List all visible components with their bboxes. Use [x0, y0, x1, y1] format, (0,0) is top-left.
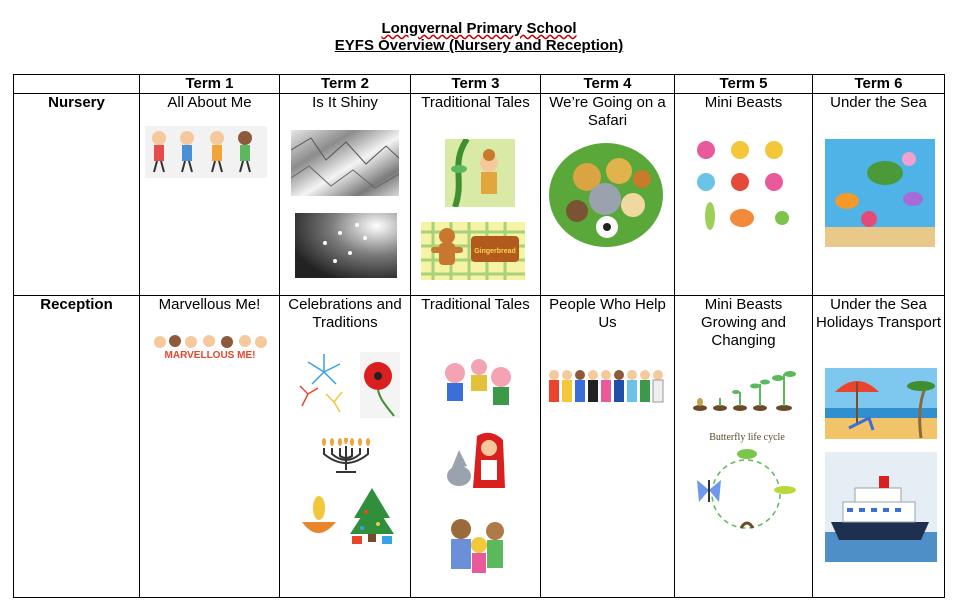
row-label-nursery: Nursery	[14, 94, 140, 296]
topic-label: Mini Beasts Growing and Changing	[700, 296, 787, 349]
cell-nursery-term-4	[541, 94, 675, 296]
nursery-row	[14, 94, 945, 296]
cell-nursery-term-3	[411, 94, 541, 296]
mirror-ball-image	[295, 213, 397, 278]
three-little-pigs-image	[441, 357, 515, 411]
minibeasts-image	[692, 138, 804, 236]
school-title: Longvernal Primary School	[381, 20, 577, 37]
header-term-1: Term 1	[140, 75, 280, 94]
cruise-ship-image	[825, 452, 937, 562]
reception-row	[14, 296, 945, 598]
cell-nursery-term-5	[675, 94, 813, 296]
children-playing-image	[145, 126, 267, 178]
cell-reception-term-4	[541, 296, 675, 598]
topic-label: Traditional Tales	[421, 94, 530, 111]
header-term-5: Term 5	[675, 75, 813, 94]
diya-christmas-tree-image	[296, 486, 396, 546]
menorah-image	[318, 438, 374, 474]
cell-reception-term-2	[280, 296, 411, 598]
butterfly-life-cycle-image	[691, 446, 801, 538]
jack-and-beanstalk-image	[445, 139, 515, 207]
red-riding-hood-image	[443, 430, 509, 496]
overview-subtitle: EYFS Overview (Nursery and Reception)	[334, 37, 624, 54]
plant-growth-image	[692, 368, 800, 412]
marvellous-me-banner	[151, 335, 269, 361]
cell-nursery-term-6	[813, 94, 945, 296]
beach-holiday-image	[825, 368, 937, 439]
header-term-2: Term 2	[280, 75, 411, 94]
header-row	[14, 75, 945, 94]
header-term-6: Term 6	[813, 75, 945, 94]
fireworks-poppy-image	[294, 352, 400, 418]
cell-nursery-term-2	[280, 94, 411, 296]
cell-reception-term-6	[813, 296, 945, 598]
row-label-reception: Reception	[14, 296, 140, 598]
topic-label: Traditional Tales	[421, 296, 530, 313]
topic-label: Marvellous Me!	[158, 296, 261, 313]
topic-label: Is It Shiny	[312, 94, 378, 111]
cell-reception-term-1	[140, 296, 280, 598]
eyfs-overview-table	[13, 74, 945, 598]
foil-image	[291, 130, 399, 196]
under-the-sea-image	[825, 139, 935, 247]
gingerbread-man-image	[421, 222, 525, 280]
topic-label: Under the Sea	[830, 94, 927, 111]
topic-label: We’re Going on a Safari	[549, 94, 666, 129]
gingerbread-title-art: Gingerbread	[474, 248, 516, 255]
topic-label: Under the Sea Holidays Transport	[815, 296, 942, 331]
topic-label: Mini Beasts	[704, 94, 783, 111]
people-who-help-us-image	[546, 367, 664, 409]
butterfly-life-cycle-caption: Butterfly life cycle	[709, 432, 785, 443]
marvellous-me-banner-text: MARVELLOUS ME!	[164, 350, 256, 361]
three-bears-image	[445, 515, 507, 577]
topic-label: Celebrations and Traditions	[288, 296, 402, 331]
header-term-3: Term 3	[411, 75, 541, 94]
cell-reception-term-3	[411, 296, 541, 598]
cell-reception-term-5	[675, 296, 813, 598]
header-corner	[14, 75, 140, 94]
safari-animals-image	[547, 139, 665, 251]
cell-nursery-term-1	[140, 94, 280, 296]
topic-label: All About Me	[167, 94, 252, 111]
header-term-4: Term 4	[541, 75, 675, 94]
topic-label: People Who Help Us	[549, 296, 666, 331]
